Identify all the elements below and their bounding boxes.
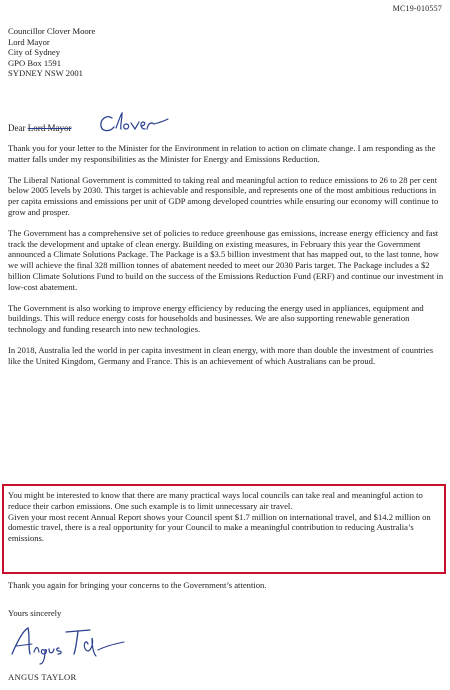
reference-number: MC19-010557 <box>392 4 442 13</box>
signatory-name: ANGUS TAYLOR <box>8 672 77 682</box>
salutation-struck-title: Lord Mayor <box>27 123 72 133</box>
recipient-address <box>8 26 95 79</box>
handwritten-clover <box>98 110 170 136</box>
letter-body <box>8 143 446 377</box>
signature <box>8 620 128 668</box>
address-line: Lord Mayor <box>8 36 50 47</box>
sign-off: Yours sincerely <box>8 608 62 618</box>
highlighted-paragraph: You might be interested to know that there are many practical ways local councils can take real and meaningful action to reduce their carbon emissions. One such example is to limit unnecessary air travel. <box>8 490 423 511</box>
body-paragraph: In 2018, Australia led the world in per capita investment in clean energy, with more than double the investment of countries like the United Kingdom, Germany and France. This is an achievement of which Australians can be proud. <box>8 344 434 366</box>
body-paragraph: The Government is also working to improve energy efficiency by reducing the energy used in appliances, equipment and buildings. This will reduce energy costs for households and businesses. We are also supporting renewable generation technology and funding research into new technologies. <box>8 302 424 335</box>
address-line: City of Sydney <box>8 47 61 58</box>
salutation <box>8 123 72 133</box>
body-paragraph: Thank you for your letter to the Minister for the Environment in relation to action on climate change. I am responding as the matter falls under my responsibilities as the Minister for Energy and Emissions Reduction. <box>8 143 436 164</box>
address-line: GPO Box 1591 <box>8 57 62 68</box>
closing-line: Thank you again for bringing your concerns to the Government’s attention. <box>8 580 267 590</box>
address-line: SYDNEY NSW 2001 <box>8 68 83 79</box>
body-paragraph: The Liberal National Government is committed to taking real and meaningful action to reduce emissions to 26 to 28 per cent below 2005 levels by 2030. This target is achievable and responsible, and represents one of the most ambitious reductions in per capita emissions and emissions per unit of GDP among developed countries while ensuring our economy will continue to grow and prosper. <box>8 174 439 217</box>
highlighted-text <box>8 490 442 544</box>
address-line: Councillor Clover Moore <box>8 26 96 36</box>
salutation-prefix: Dear <box>8 123 28 133</box>
body-paragraph: The Government has a comprehensive set of policies to reduce greenhouse gas emissions, increase energy efficiency and fast track the development and uptake of clean energy. Building on existing measures, in February this year the Government announced a Climate Solutions Package. The Package is a $3.5 billion investment that has mapped out, to the last tonne, how we will achieve the final 328 million tonnes of abatement needed to meet our 2030 Paris target. The Package includes a $2 billion Climate Solutions Fund to build on the success of the Emissions Reduction Fund (ERF) and continue our investment in low-cost abatement. <box>8 227 444 292</box>
highlighted-paragraph: Given your most recent Annual Report shows your Council spent $1.7 million on international travel, and $14.2 million on domestic travel, there is a real opportunity for your Council to make a meaningful contribution to reducing Australia’s emissions. <box>8 511 431 544</box>
